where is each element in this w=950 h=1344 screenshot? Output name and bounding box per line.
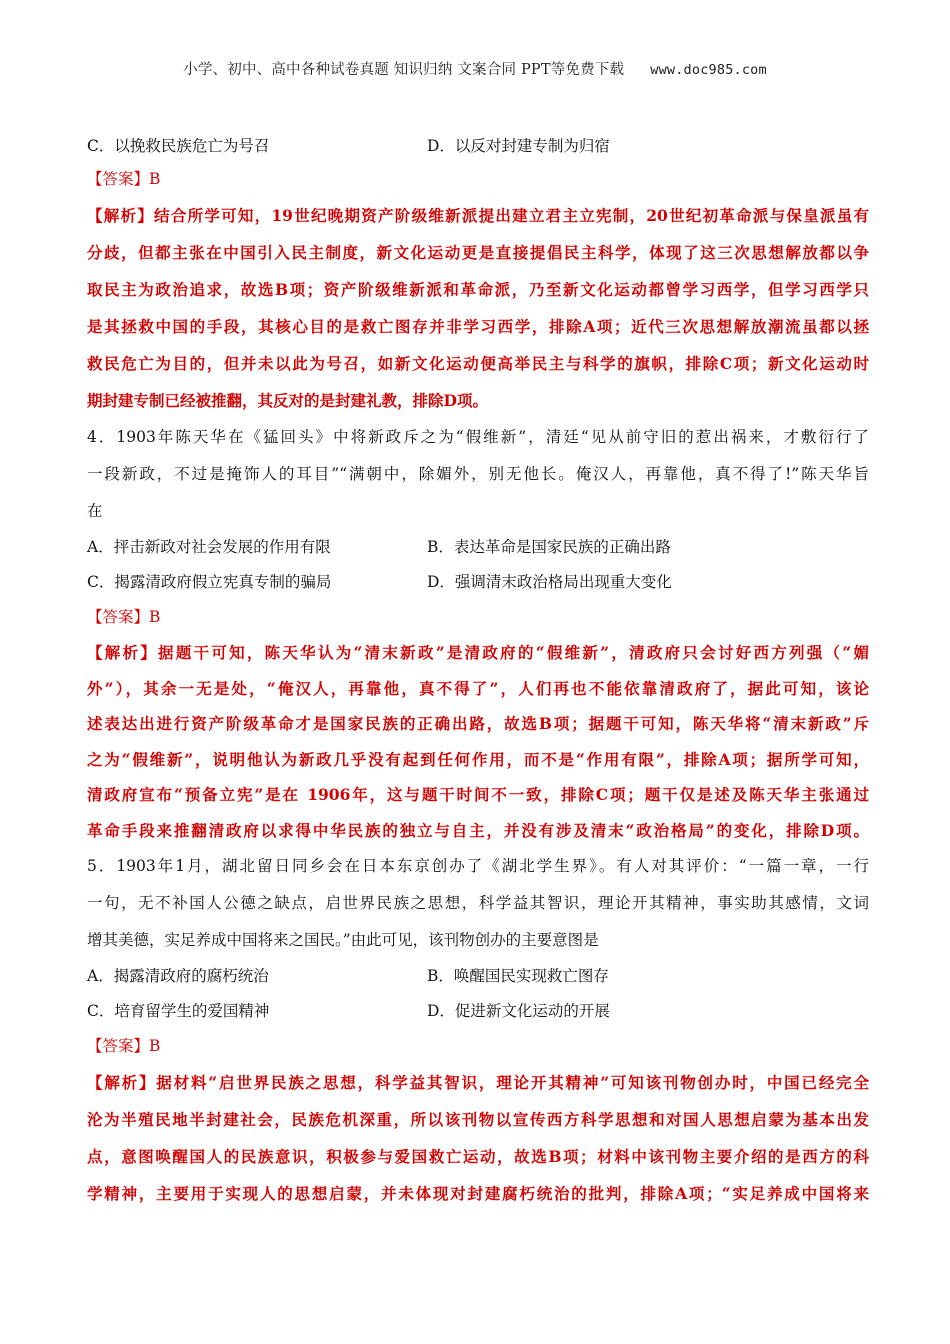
header-text: 小学、初中、高中各种试卷真题 知识归纳 文案合同 PPT等免费下载	[183, 62, 625, 78]
q5-option-a: A．揭露清政府的腐朽统治	[87, 967, 269, 985]
q5-option-c: C．培育留学生的爱国精神	[87, 1002, 270, 1020]
q3-option-c: C．以挽救民族危亡为号召	[87, 137, 270, 155]
q5-option-d: D．促进新文化运动的开展	[427, 1002, 610, 1020]
q5-options-cd	[87, 994, 869, 1029]
q3-option-d: D．以反对封建专制为归宿	[427, 137, 610, 155]
q3-options-cd	[87, 131, 869, 162]
q4-option-a: A．抨击新政对社会发展的作用有限	[87, 538, 331, 556]
header-url[interactable]: www.doc985.com	[650, 62, 767, 78]
q5-analysis-line: 沦为半殖民地半封建社会，民族危机深重，所以该刊物以宣传西方科学思想和对国人思想启蒙为基本出发	[87, 1110, 869, 1129]
q5-answer: 【答案】B	[87, 1037, 161, 1055]
q4-option-c: C．揭露清政府假立宪真专制的骗局	[87, 573, 332, 591]
q4-analysis	[87, 635, 869, 848]
q4-analysis-line: 述表达出进行资产阶级革命才是国家民族的正确出路，故选B项；据题干可知，陈天华将“清末新政”斥	[87, 714, 869, 733]
q3-answer: 【答案】B	[87, 170, 161, 188]
q4-analysis-line: 革命手段来推翻清政府以求得中华民族的独立与自主，并没有涉及清末“政治格局”的变化，排除D项。	[87, 820, 869, 840]
q5-options-ab	[87, 959, 869, 994]
q4-analysis-line: 清政府宣布“预备立宪”是在 1906年，这与题干时间不一致，排除C项；题干仅是述及陈天华主张通过	[87, 785, 869, 804]
q5-analysis-line: 点，意图唤醒国人的民族意识，积极参与爱国救亡运动，故选B项；材料中该刊物主要介绍的是西方的科	[87, 1147, 869, 1166]
q5-option-b: B．唤醒国民实现救亡图存	[427, 967, 609, 985]
q3-analysis-line: 期封建专制已经被推翻，其反对的是封建礼教，排除D项。	[87, 391, 488, 410]
q3-analysis-line: 分歧，但都主张在中国引入民主制度，新文化运动更是直接提倡民主科学，体现了这三次思想解放都以争	[87, 243, 869, 262]
q5-analysis-line: 学精神，主要用于实现人的思想启蒙，并未体现对封建腐朽统治的批判，排除A项；“实足养成中国将来	[87, 1184, 869, 1203]
q4-option-b: B．表达革命是国家民族的正确出路	[427, 538, 671, 556]
q3-analysis-line: 救民危亡为目的，但并未以此为号召，如新文化运动便高举民主与科学的旗帜，排除C项；新文化运动时	[87, 354, 869, 373]
page-header	[0, 58, 950, 79]
q4-analysis-line: 外”），其余一无是处，“俺汉人，再靠他，真不得了”，人们再也不能依靠清政府了，据此可知，该论	[87, 678, 869, 698]
q5-stem-line: 增其美德，实足养成中国将来之国民。”由此可见，该刊物创办的主要意图是	[87, 931, 599, 949]
q3-analysis-line: 是其拯救中国的手段，其核心目的是救亡图存并非学习西学，排除A项；近代三次思想解放潮流虽都以拯	[87, 317, 869, 336]
q4-analysis-line: 【解析】据题干可知，陈天华认为“清末新政”是清政府的“假维新”，清政府只会讨好西方列强（“媚	[87, 643, 869, 662]
q4-options-cd	[87, 565, 869, 600]
q4-stem	[87, 419, 869, 530]
q5-stem-line: 一句，无不补国人公德之缺点，启世界民族之思想，科学益其智识，理论开其精神，事实助其感情，文词	[87, 894, 869, 912]
q4-stem-line: 4．1903年陈天华在《猛回头》中将新政斥之为“假维新”，清廷“见从前守旧的惹出祸来，才敷衍行了	[87, 428, 869, 446]
q5-stem-line: 5．1903年1月，湖北留日同乡会在日本东京创办了《湖北学生界》。有人对其评价：“一篇一章，一行	[87, 857, 869, 875]
q4-analysis-line: 之为“假维新”，说明他认为新政几乎没有起到任何作用，而不是“作用有限”，排除A项；据所学可知，	[87, 749, 869, 769]
q4-option-d: D．强调清末政治格局出现重大变化	[427, 573, 672, 591]
q5-analysis	[87, 1064, 869, 1212]
q5-stem	[87, 848, 869, 959]
q4-stem-line: 一段新政，不过是掩饰人的耳目”“满朝中，除媚外，别无他长。俺汉人，再靠他，真不得了!”陈天华旨	[87, 465, 869, 483]
q5-analysis-line: 【解析】据材料“启世界民族之思想，科学益其智识，理论开其精神”可知该刊物创办时，中国已经完全	[87, 1073, 869, 1092]
q4-answer: 【答案】B	[87, 608, 161, 626]
q3-analysis-line: 【解析】结合所学可知，19世纪晚期资产阶级维新派提出建立君主立宪制，20世纪初革命派与保皇派虽有	[87, 206, 869, 225]
q3-analysis-line: 取民主为政治追求，故选B项；资产阶级维新派和革命派，乃至新文化运动都曾学习西学，但学习西学只	[87, 280, 869, 299]
q4-options-ab	[87, 530, 869, 565]
document-body	[87, 131, 869, 1212]
q3-analysis	[87, 197, 869, 419]
q4-stem-line: 在	[87, 502, 103, 520]
